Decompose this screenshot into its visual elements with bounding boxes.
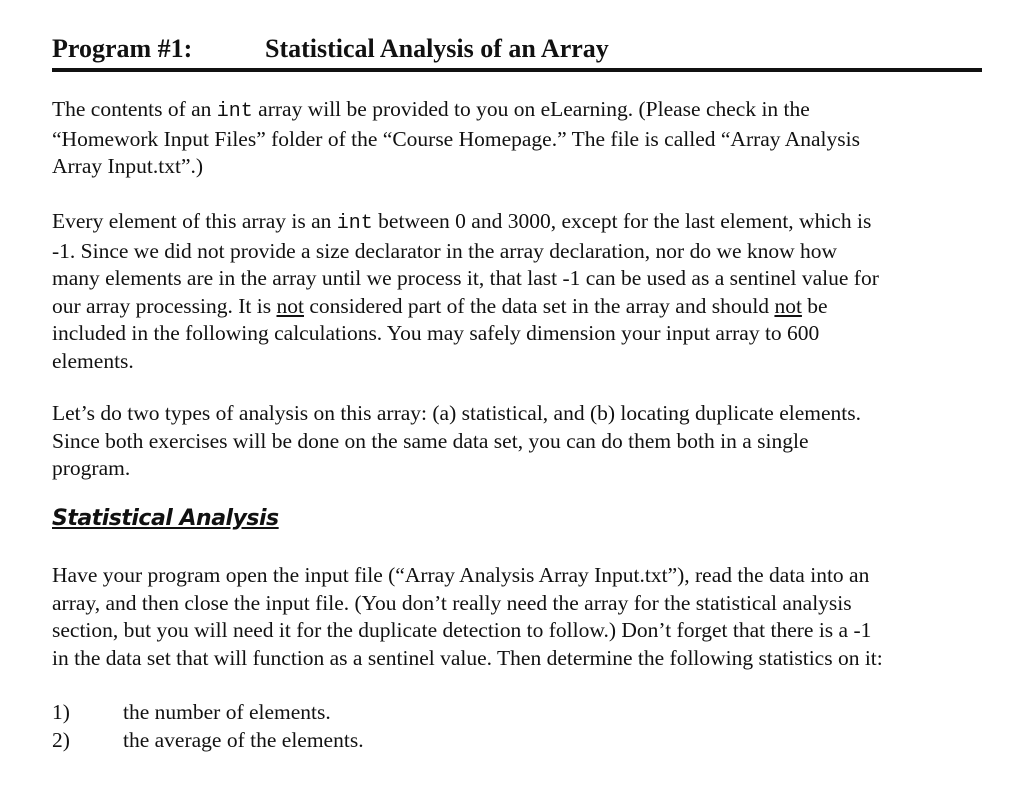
text-line: array, and then close the input file. (You don’t really need the array for the statistical analysis: [52, 590, 852, 615]
text-run: be: [801, 293, 828, 318]
text-line: “Homework Input Files” folder of the “Course Homepage.” The file is called “Array Analysis: [52, 126, 860, 151]
code-int: int: [216, 100, 253, 123]
text-line: included in the following calculations. You may safely dimension your input array to 600: [52, 321, 820, 345]
text-line: Array Input.txt”.): [52, 154, 204, 178]
text-line: [52, 96, 982, 126]
text-line: many elements are in the array until we process it, that last -1 can be used as a sentinel value for: [52, 266, 879, 290]
underlined-not: not: [276, 293, 304, 318]
text-line: [52, 293, 982, 321]
text-run: The contents of an: [52, 97, 217, 121]
text-line: Let’s do two types of analysis on this array: (a) statistical, and (b) locating duplicate elements.: [52, 401, 862, 425]
list-text: the average of the elements.: [123, 727, 364, 752]
text-run: Every element of this array is an: [52, 209, 337, 233]
paragraph-instructions: [52, 562, 982, 672]
program-label: Program #1:: [52, 34, 193, 63]
text-line: section, but you will need it for the duplicate detection to follow.) Don’t forget that there is a -1: [52, 618, 872, 642]
statistics-list: [52, 699, 982, 754]
list-item: [52, 727, 982, 755]
text-run: between 0 and 3000, except for the last element, which is: [372, 209, 872, 233]
text-line: -1. Since we did not provide a size declarator in the array declaration, nor do we know how: [52, 238, 838, 263]
text-run: considered part of the data set in the array and should: [303, 293, 775, 318]
text-line: elements.: [52, 348, 134, 373]
text-line: [52, 208, 982, 238]
page-header: [52, 30, 982, 72]
list-text: the number of elements.: [123, 700, 331, 724]
text-line: Have your program open the input file (“Array Analysis Array Input.txt”), read the data into an: [52, 563, 870, 587]
list-item: [52, 699, 982, 727]
list-number: 2): [52, 727, 70, 752]
underlined-not: not: [774, 293, 802, 318]
paragraph-array-elements: [52, 208, 982, 375]
list-number: 1): [52, 700, 70, 724]
text-line: in the data set that will function as a sentinel value. Then determine the following statistics on it:: [52, 645, 883, 670]
paragraph-input-file: [52, 96, 982, 181]
code-int: int: [336, 212, 373, 235]
text-line: Since both exercises will be done on the same data set, you can do them both in a single: [52, 428, 809, 453]
text-run: our array processing. It is: [52, 293, 277, 318]
text-line: program.: [52, 456, 131, 480]
text-run: array will be provided to you on eLearning. (Please check in the: [252, 97, 810, 121]
program-title: Statistical Analysis of an Array: [265, 34, 609, 63]
section-heading: Statistical Analysis: [52, 506, 279, 531]
paragraph-analysis-types: [52, 400, 982, 483]
